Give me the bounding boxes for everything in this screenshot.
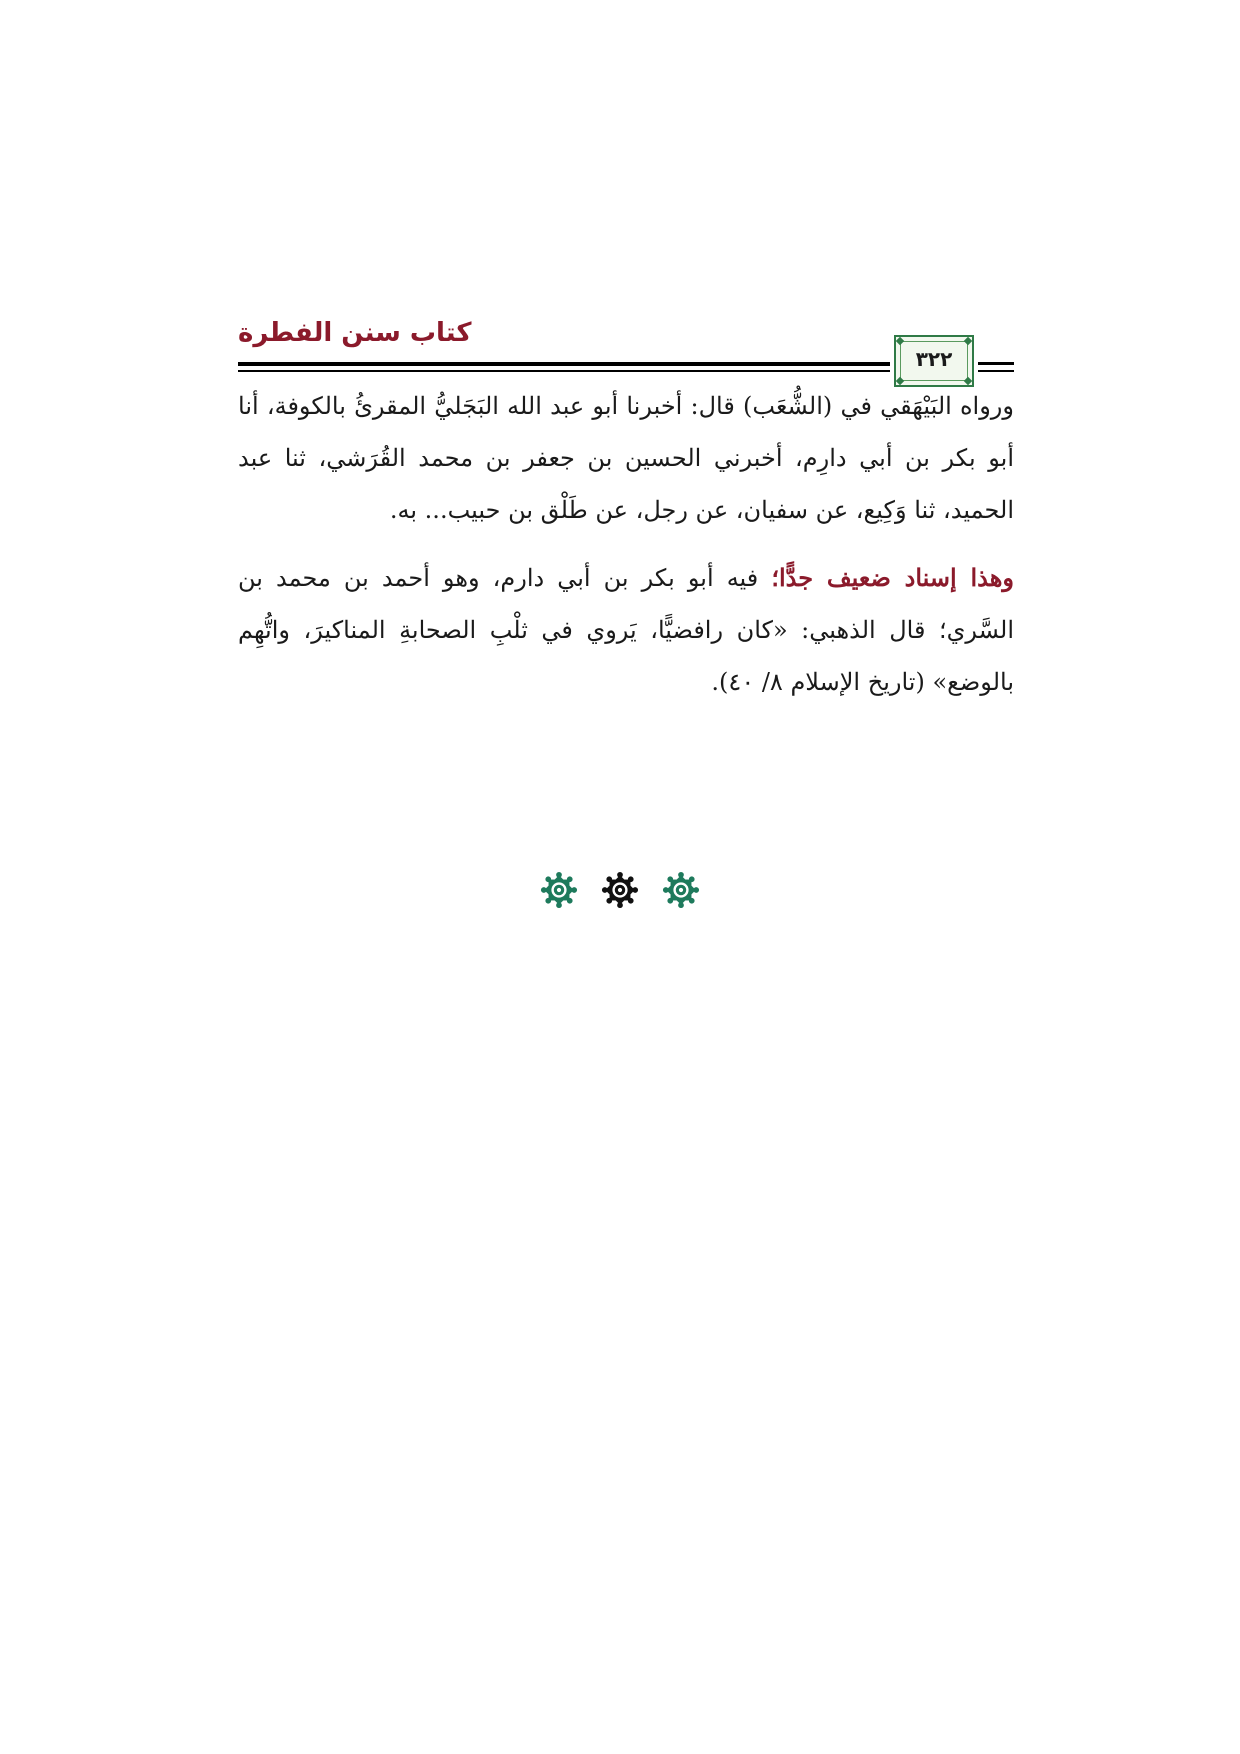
book-title: كتاب سنن الفطرة bbox=[238, 318, 472, 348]
paragraph-2-text: فيه أبو بكر بن أبي دارم، وهو أحمد بن محمد بن السَّري؛ قال الذهبي: «كان رافضيًّا، يَروي في ثلْبِ الصحابةِ المناكيرَ، واتُّهِم بالوضع» (تاريخ الإسلام ٨/ ٤٠). bbox=[238, 564, 1014, 696]
section-divider-ornaments bbox=[540, 868, 700, 912]
header-rule-thin bbox=[238, 370, 890, 372]
paragraph-2 bbox=[238, 552, 1014, 708]
flower-ornament-icon bbox=[662, 871, 700, 909]
paragraph-1: ورواه البَيْهَقي في (الشُّعَب) قال: أخبرنا أبو عبد الله البَجَليُّ المقرئُ بالكوفة، أنا أبو بكر بن أبي دارِم، أخبرني الحسين بن جعفر بن محمد القُرَشي، ثنا عبد الحميد، ثنا وَكِيع، عن سفيان، عن رجل، عن طَلْق بن حبيب... به. bbox=[238, 392, 1014, 524]
page-number: ٣٢٢ bbox=[915, 347, 953, 371]
flower-ornament-icon bbox=[601, 871, 639, 909]
header-rule-thick bbox=[238, 362, 890, 366]
main-text bbox=[238, 380, 1014, 708]
flower-ornament-icon bbox=[540, 871, 578, 909]
header-rule-right-top bbox=[978, 362, 1014, 365]
frame-corner-icon bbox=[964, 337, 972, 345]
frame-corner-icon bbox=[896, 337, 904, 345]
header-rule-right-bottom bbox=[978, 370, 1014, 372]
paragraph-2-highlight: وهذا إسناد ضعيف جدًّا؛ bbox=[771, 563, 1014, 592]
